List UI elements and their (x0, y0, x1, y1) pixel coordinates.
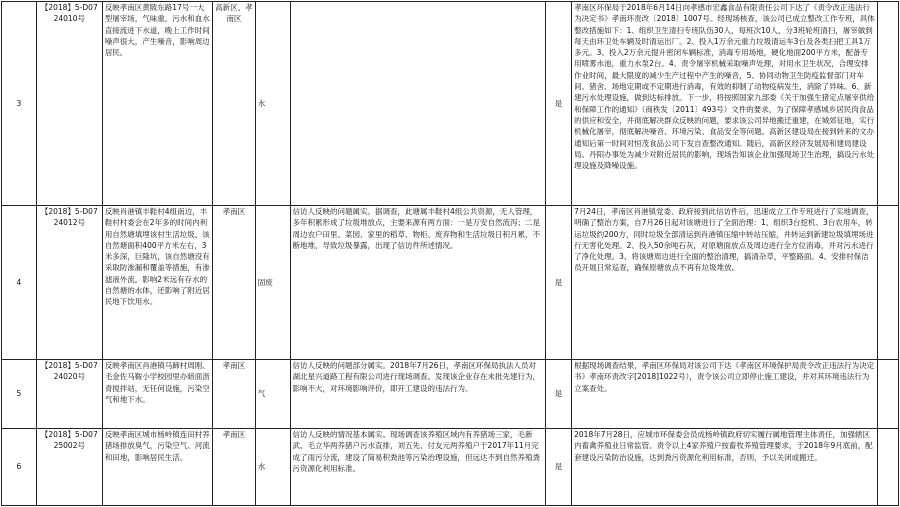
handling-action: 7月24日，孝南区肖港镇党委、政府接到此信访件后，迅速成立工作专班进行了实地调查，明确了整治方案，自7月26日起对该塘进行了全面治理：1、组织3台挖机、3台农用车，转运垃圾约200方，同时垃圾全部清运到肖港镇压缩中转站压缩，并转运到新建垃圾填埋场进行无害化处理。2、投入50余吨石灰，对原塘面放点及周边进行全方位消毒，并对污水进行了净化处理。3、将该塘周边进行全面的整治清理，搞清杂草，平整路面。4、安排村保洁员开展日常巡查，确保原塘放点不再有垃圾堆放。 (572, 206, 878, 360)
case-reference: 【2018】5-D0724012号 (36, 206, 102, 360)
empty-cell (878, 429, 899, 506)
verified-status: 是 (545, 429, 572, 506)
case-reference: 【2018】5-D0724020号 (36, 360, 102, 429)
table-row (2, 360, 899, 429)
empty-cell (878, 360, 899, 429)
handling-action: 2018年7月28日，应城市环保委会员成杨岭镇政府切实履行属地管理主体责任，加强辖区内畜禽养殖业日常监管。责令以上4家养殖户按畜牧养殖管理要求，于2018年9月底前，配套建设污染防治设施，达到粪污资源化利用标准，否则，予以关闭或搬迁。 (572, 429, 878, 506)
table-row (2, 429, 899, 506)
verified-status: 是 (545, 206, 572, 360)
row-number: 5 (2, 360, 37, 429)
district: 孝南区 (212, 429, 255, 506)
complaint-content: 反映孝南区城市杨岭镇连田村养猪场排放臭气，污染空气、河流和田地，影响居民生活。 (102, 429, 212, 506)
investigation-finding (290, 2, 545, 206)
pollution-type: 固废 (255, 206, 290, 360)
handling-action: 孝南区环保局于2018年6月14日向孝感市宏鑫食品有限责任公司下达了《责令改正违法行为决定书》孝南环责改〔2018〕1007号。经现场核查，该公司已成立整改工作专班，具体整改措施如下：1、组织卫生清扫专班队伍30人，每班次10人，分3班轮班清扫，屠宰做到每天由环卫处车辆及时清运出厂。2、投入1万余元重力垃圾清运车3台及各类扫把工具1万多元。3、投入2万余元提升密闭车辆标准，消毒专用场地，硬化地面200平方米，配备专用喷雾水池，重力水泵2台。4、责令屠宰机械采取噪声处理，对用水卫生状况，合理安排作业时间，最大限度的减少生产过程中产生的噪音，5、协同动物卫生防疫监督部门对车间、猪舍、场地定期或不定期进行消毒，有效的抑制了动物疫病发生，消除了异味。6、新建污水处理设施，做到达标排放。下一步，将按照国家九部委《关于加强生猪定点屠宰供给和保障工作的通知》（商秩发〔2011〕493号）文件的要求，为了保障孝感城乡居民肉食品的供应和安全，并彻底解决群众反映的问题，要求该公司异地搬迁重建，在城郊征地，实行机械化屠宰，彻底解决噪音、环境污染、食品安全等问题。高新区建设局在接到转来的文办通知后第一时间对恒茂食品公司下发自查整改通知。随后，高新区经济发展局和建局建设局、丹阳办事处为减少对附近居民的影响，现场告知该企业加强现场卫生治理，搞设污水处理设施及降噪设施。 (572, 2, 878, 206)
pollution-type: 水 (255, 429, 290, 506)
row-number: 6 (2, 429, 37, 506)
case-reference: 【2018】5-D0725002号 (36, 429, 102, 506)
case-reference: 【2018】5-D0724010号 (36, 2, 102, 206)
investigation-finding: 信访人反映的问题属实。据调查，此塘属丰鞋村4组公共资源，无人管理，多年积累形成了垃圾堆放点，主要来源有两方面：一是万安自然流泻；二是周边农户田里、菜园、家里的稻草、物柜、废弃物和生活垃圾日积月累，不断地堆，导致垃圾暴露，出现了信访件所述情况。 (290, 206, 545, 360)
complaint-content: 反映孝南区肖港镇马蹄村周刚、毛金佐马鞍小学校园里办暗面沥青搅拌站，无任何设施，污染空气和地下水。 (102, 360, 212, 429)
pollution-type: 气 (255, 360, 290, 429)
table-row (2, 2, 899, 206)
pollution-type: 水 (255, 2, 290, 206)
empty-cell (878, 206, 899, 360)
complaint-table (1, 1, 899, 506)
investigation-finding: 信访人反映的问题部分属实。2018年7月26日，孝南区环保局执法人员对湖北星兴道路工程有限公司进行现场调查。发现该企业存在未批先建行为，影响不大，对环境影响评价，即开工建设的违法行为。 (290, 360, 545, 429)
district: 高新区、孝南区 (212, 2, 255, 206)
table-row (2, 206, 899, 360)
handling-action: 根据现场调查结果，孝南区环保局对该公司下达《孝南区环境保护局责令改正违法行为决定书》孝南环责改字[2018]1022号），责令该公司立即停止施工建设，并对其环境违法行为立案查处。 (572, 360, 878, 429)
verified-status: 是 (545, 360, 572, 429)
investigation-finding: 信访人反映的情况基本属实。现场调查该养殖区域内有养猪场三家，毛新武、毛立华两养猪户污水直排，刘五先、付友元两养殖户于2017年11月完成了雨污分流，建设了简易积粪池等污染治理设施，但远达不到自然养殖粪污资源化利用标准。 (290, 429, 545, 506)
row-number: 4 (2, 206, 37, 360)
complaint-content: 反映肖港镇丰鞋村4组南边，丰鞋村村委会在2年多的时间内利用自然塘填埋该村生活垃圾，该自然塘面积400平方米左右，3米多深，巨隆坑，该自然塘没有采取防渗漏和覆盖等措施，有渗滤液外流，影响2米远有存水的自然塘的水体，还影响了附近居民地下饮用水。 (102, 206, 212, 360)
district: 孝南区 (212, 360, 255, 429)
district: 孝南区 (212, 206, 255, 360)
verified-status: 是 (545, 2, 572, 206)
complaint-content: 反映孝南区黄陂东路17号一大型屠宰场，气味重，污水和血水直接流进下水道，晚上工作时间噪声很大，产生噪音，影响周边居民。 (102, 2, 212, 206)
empty-cell (878, 2, 899, 206)
row-number: 3 (2, 2, 37, 206)
